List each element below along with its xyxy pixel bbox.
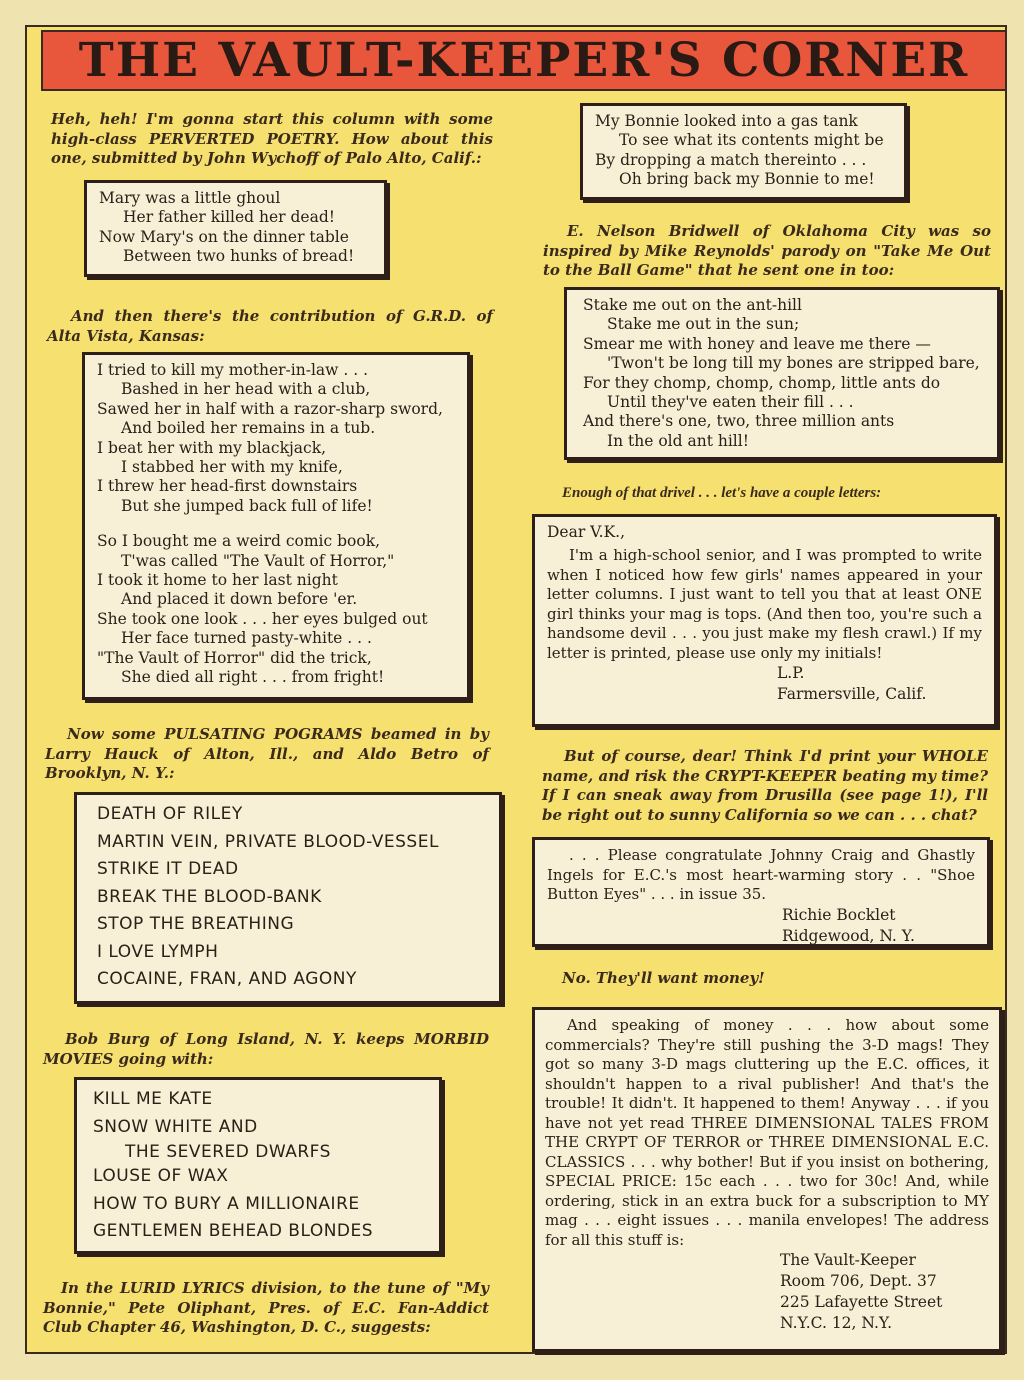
- intro-morbid-movies: Bob Burg of Long Island, N. Y. keeps MORBID MOVIES going with:: [43, 1030, 489, 1068]
- movie-item: THE SEVERED DWARFS: [125, 1142, 331, 1162]
- movie-item: KILL ME KATE: [93, 1089, 213, 1109]
- poem-line: Now Mary's on the dinner table: [99, 227, 349, 246]
- poem-ant-hill: [564, 287, 1000, 460]
- letter-salutation: Dear V.K.,: [547, 523, 626, 541]
- reply-bocklet: No. They'll want money!: [562, 969, 765, 987]
- poem-line: Smear me with honey and leave me there —: [583, 334, 931, 353]
- pograms-list: [74, 792, 502, 1004]
- poem-line: In the old ant hill!: [607, 431, 749, 450]
- poem-line: Her face turned pasty-white . . .: [121, 629, 372, 648]
- poem-mother-in-law: [82, 352, 470, 700]
- poem-line: Stake me out in the sun;: [607, 315, 800, 334]
- intro-perverted-poetry: Heh, heh! I'm gonna start this column with some high-class PERVERTED POETRY. How about this one, submitted by John Wychoff of Palo Alto, Calif.:: [51, 110, 493, 167]
- pogram-item: BREAK THE BLOOD-BANK: [97, 886, 322, 907]
- address-line: 225 Lafayette Street: [780, 1293, 943, 1311]
- address-line: N.Y.C. 12, N.Y.: [780, 1314, 893, 1332]
- poem-line: Her father killed her dead!: [123, 208, 335, 227]
- poem-line: Oh bring back my Bonnie to me!: [619, 170, 875, 189]
- poem-line: I beat her with my blackjack,: [97, 438, 327, 457]
- movie-item: SNOW WHITE AND: [93, 1116, 258, 1137]
- poem-line: "The Vault of Horror" did the trick,: [97, 648, 372, 667]
- intro-pograms: Now some PULSATING POGRAMS beamed in by Larry Hauck of Alton, Ill., and Aldo Betro of Brooklyn, N. Y.:: [45, 725, 489, 782]
- poem-line: Bashed in her head with a club,: [121, 380, 371, 399]
- letter-signature: L.P.: [777, 664, 805, 683]
- poem-line: To see what its contents might be: [619, 131, 884, 150]
- poem-line: My Bonnie looked into a gas tank: [595, 112, 858, 130]
- poem-line: But she jumped back full of life!: [121, 496, 373, 515]
- pogram-item: DEATH OF RILEY: [97, 804, 243, 824]
- letter-body: . . . Please congratulate Johnny Craig and Ghastly Ingels for E.C.'s most heart-warming story . . "Shoe Button Eyes" . . . in issue 35.: [547, 846, 975, 903]
- poem-line: By dropping a match thereinto . . .: [595, 150, 867, 169]
- pogram-item: COCAINE, FRAN, AND AGONY: [97, 969, 357, 989]
- intro-lurid-lyrics: In the LURID LYRICS division, to the tune of "My Bonnie," Pete Oliphant, Pres. of E.C. Fan-Addict Club Chapter 46, Washington, D. C., suggests:: [43, 1279, 489, 1336]
- poem-bonnie: [580, 103, 907, 200]
- letter-signature: Richie Bocklet: [782, 905, 896, 924]
- closing-commercials: [532, 1007, 1002, 1352]
- poem-line: Stake me out on the ant-hill: [583, 296, 802, 314]
- letter-body: I'm a high-school senior, and I was prompted to write when I noticed how few girls' names appeared in your letter columns. I just want to tell you that at least ONE girl thinks your mag is tops. (And then too, you're such a handsome devil . . . you just make my flesh crawl.) If my letter is printed, please use only my initials!: [547, 546, 982, 662]
- intro-grd: And then there's the contribution of G.R.D. of Alta Vista, Kansas:: [47, 307, 493, 345]
- address-line: The Vault-Keeper: [780, 1251, 916, 1269]
- pogram-item: MARTIN VEIN, PRIVATE BLOOD-VESSEL: [97, 831, 439, 852]
- poem-line: Between two hunks of bread!: [123, 247, 355, 266]
- poem-line: I tried to kill my mother-in-law . . .: [97, 361, 368, 379]
- poem-line: I took it home to her last night: [97, 571, 338, 590]
- intro-ant-hill: E. Nelson Bridwell of Oklahoma City was so inspired by Mike Reynolds' parody on "Take Me Out to the Ball Game" that he sent one in too:: [543, 222, 991, 279]
- page-title: THE VAULT-KEEPER'S CORNER: [78, 33, 970, 88]
- poem-line: Until they've eaten their fill . . .: [607, 393, 854, 412]
- pogram-item: I LOVE LYMPH: [97, 941, 219, 962]
- letter-signature: Farmersville, Calif.: [777, 685, 927, 704]
- poem-line: And there's one, two, three million ants: [583, 412, 895, 431]
- poem-line: Sawed her in half with a razor-sharp sword,: [97, 399, 443, 418]
- reply-lp: But of course, dear! Think I'd print your WHOLE name, and risk the CRYPT-KEEPER beating my time? If I can sneak away from Drusilla (see page 1!), I'll be right out to sunny California so we can . . . chat?: [542, 747, 988, 824]
- poem-line: She died all right . . . from fright!: [121, 668, 385, 687]
- poem-line: I threw her head-first downstairs: [97, 477, 358, 496]
- movie-item: GENTLEMEN BEHEAD BLONDES: [93, 1221, 374, 1241]
- pogram-item: STRIKE IT DEAD: [97, 859, 239, 879]
- closing-body: And speaking of money . . . how about some commercials? They're still pushing the 3-D mags! They got so many 3-D mags cluttering up the E.C. offices, it shouldn't happen to a rival publisher! And that's the trouble! It didn't. It happened to them! Anyway . . . if you have not yet read THREE DIMENSIONAL TALES FROM THE CRYPT OF TERROR or THREE DIMENSIONAL E.C. CLASSICS . . . why bother! But if you insist on bothering, SPECIAL PRICE: 15c each . . . two for 30c! And, while ordering, stick in an extra buck for a subscription to MY mag . . . eight issues . . . manila envelopes! The address for all this stuff is:: [545, 1016, 989, 1249]
- poem-line: And boiled her remains in a tub.: [121, 419, 376, 438]
- poem-line: T'was called "The Vault of Horror,": [121, 551, 395, 570]
- movies-list: [74, 1077, 442, 1254]
- poem-line: I stabbed her with my knife,: [121, 458, 343, 477]
- poem-line: For they chomp, chomp, chomp, little ants do: [583, 373, 941, 392]
- poem-line: She took one look . . . her eyes bulged out: [97, 609, 428, 628]
- poem-line: 'Twon't be long till my bones are stripped bare,: [607, 354, 980, 373]
- movie-item: LOUSE OF WAX: [93, 1166, 229, 1186]
- title-banner: [41, 30, 1007, 91]
- poem-mary-ghoul: [84, 180, 387, 277]
- letter-bocklet: [532, 837, 990, 947]
- page: [25, 25, 1007, 1354]
- poem-line: Mary was a little ghoul: [99, 189, 281, 207]
- letter-lp: [532, 514, 997, 727]
- intro-letters: Enough of that drivel . . . let's have a couple letters:: [562, 485, 882, 501]
- letter-signature: Ridgewood, N. Y.: [782, 926, 915, 945]
- movie-item: HOW TO BURY A MILLIONAIRE: [93, 1193, 360, 1214]
- poem-line: So I bought me a weird comic book,: [97, 532, 381, 551]
- poem-line: And placed it down before 'er.: [121, 590, 358, 609]
- address-line: Room 706, Dept. 37: [780, 1272, 937, 1290]
- pogram-item: STOP THE BREATHING: [97, 914, 295, 934]
